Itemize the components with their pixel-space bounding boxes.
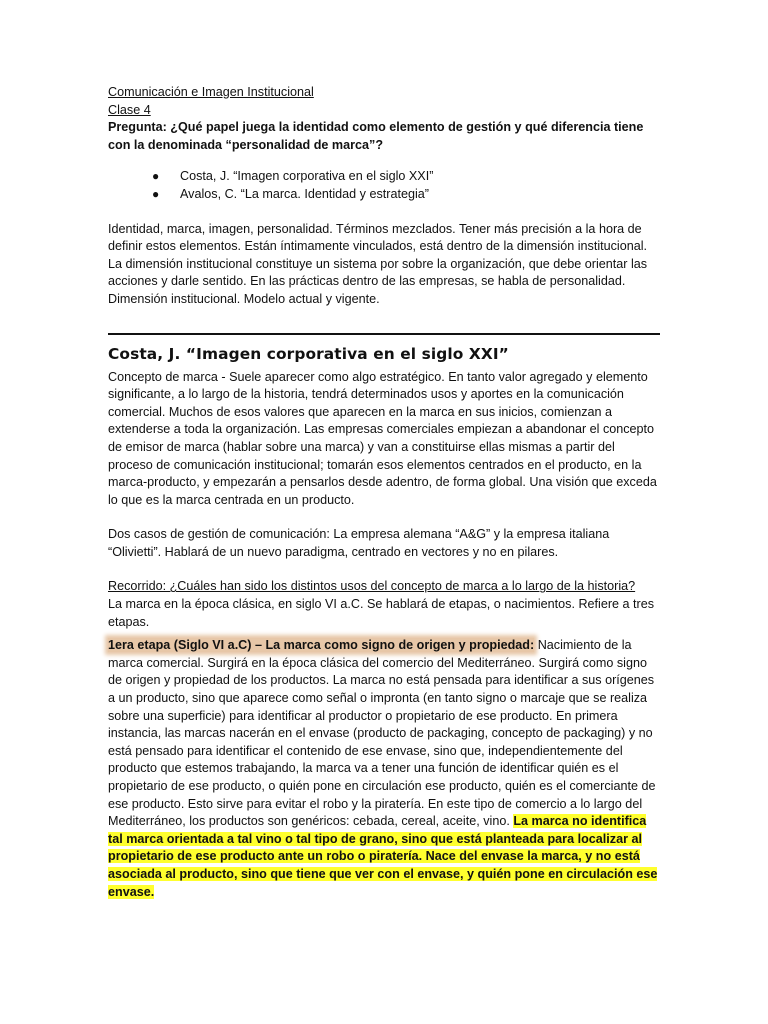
reference-text: Avalos, C. “La marca. Identidad y estrategia” bbox=[180, 186, 429, 201]
cases-paragraph: Dos casos de gestión de comunicación: La empresa alemana “A&G” y la empresa italiana “Olivietti”. Hablará de un nuevo paradigma, centrado en vectores y no en pilares. bbox=[108, 527, 610, 559]
etapa-text: Nacimiento de la marca comercial. Surgirá en la época clásica del comercio del Mediterráneo. Surgirá como signo de origen y propiedad de los productos. La marca no está pensada para identificar a sus orígenes a un producto, sino que aparece como señal o impronta (en tanto signo o marcaje que se realiza sobre una superficie) para identificar al productor o propietario de ese producto. En primera instancia, las marcas nacerán en el envase (producto de packaging, concepto de packaging) y no está pensado para identificar el contenido de ese envase, sino que, independientemente del producto que estemos trabajando, la marca va a tener una función de identificar quién es el propietario de ese producto, o quién pone en circulación ese producto, quién es el comerciante de ese producto. Esto sirve para evitar el robo y la piratería. En este tipo de comercio a lo largo del Mediterráneo, los productos son genéricos: cebada, cereal, aceite, vino. bbox=[108, 638, 656, 829]
spacer bbox=[108, 561, 660, 578]
bullet-icon: ● bbox=[152, 169, 160, 184]
reference-item bbox=[152, 168, 660, 186]
intro-paragraph: Identidad, marca, imagen, personalidad. Términos mezclados. Tener más precisión a la hora de definir estos elementos. Están íntimamente vinculados, está dentro de la dimensión institucional. La dimensión institucional constituye un sistema por sobre la organización, que debe orientar las acciones y darle sentido. En las prácticas dentro de las empresas, se habla de personalidad. Dimensión institucional. Modelo actual y vigente. bbox=[108, 221, 648, 306]
bullet-icon: ● bbox=[152, 186, 160, 201]
spacer bbox=[108, 509, 660, 526]
etapa-highlight: La marca no identifica tal marca orientada a tal vino o tal tipo de grano, sino que está planteada para localizar al propietario de ese producto ante un robo o piratería. Nace del envase la marca, y no está asociada al producto, sino que tiene que ver con el envase, y quién pone en circulación ese envase. bbox=[108, 814, 658, 899]
section-title: Costa, J. “Imagen corporativa en el siglo XXI” bbox=[108, 344, 509, 363]
reference-text: Costa, J. “Imagen corporativa en el siglo XXI” bbox=[180, 169, 434, 184]
question-text: Pregunta: ¿Qué papel juega la identidad como elemento de gestión y qué diferencia tiene con la denominada “personalidad de marca”? bbox=[108, 120, 644, 152]
reference-list bbox=[108, 168, 660, 203]
recorrido-text: La marca en la época clásica, en siglo VI a.C. Se hablará de etapas, o nacimientos. Refiere a tres etapas. bbox=[108, 597, 655, 629]
course-title: Comunicación e Imagen Institucional bbox=[108, 85, 314, 99]
concept-paragraph: Concepto de marca - Suele aparecer como algo estratégico. En tanto valor agregado y elemento significante, a lo largo de la historia, tendrá determinados usos y aportes en la comunicación comercial. Muchos de esos valores que aparecen en la marca en sus inicios, comienzan a extenderse a toda la organización. Las empresas comerciales empiezan a abandonar el concepto de emisor de marca (hablar sobre una marca) y van a constituirse ellas mismas a partir del proceso de comunicación institucional; tomarán esos elementos centrados en el producto, en la marca-producto, y empezarán a pensarlos desde adentro, de forma global. Una visión que exceda lo que es la marca centrada en un producto. bbox=[108, 369, 657, 507]
recorrido-heading: Recorrido: ¿Cuáles han sido los distintos usos del concepto de marca a lo largo de la historia? bbox=[108, 579, 636, 594]
section-divider bbox=[108, 333, 660, 335]
etapa-paragraph bbox=[108, 637, 660, 901]
etapa-label: 1era etapa (Siglo VI a.C) – La marca como signo de origen y propiedad: bbox=[108, 638, 535, 653]
reference-item bbox=[152, 186, 660, 204]
class-number: Clase 4 bbox=[108, 102, 151, 117]
spacer bbox=[108, 204, 660, 221]
